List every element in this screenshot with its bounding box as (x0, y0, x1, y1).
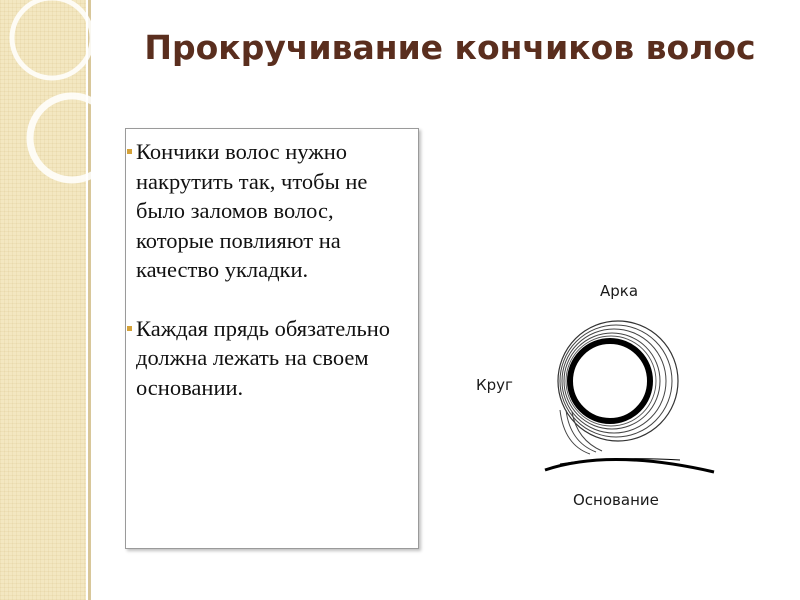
bullet-text: Кончики волос нужно накрутить так, чтобы не было заломов волос, которые повлияют на качество укладки. (136, 139, 368, 282)
decorative-rings (0, 0, 120, 200)
arc-label: Арка (600, 282, 639, 300)
slide-title: Прокручивание кончиков волос (144, 28, 756, 67)
circle-label: Круг (476, 376, 513, 394)
bullet-item (126, 137, 408, 285)
bullet-marker-icon (127, 149, 132, 154)
curl-diagram (440, 270, 730, 520)
hair-curl-icon (558, 321, 678, 454)
bullet-marker-icon (127, 326, 132, 331)
base-label: Основание (573, 491, 659, 509)
bullet-text: Каждая прядь обязательно должна лежать на своем основании. (136, 315, 391, 400)
base-line (545, 459, 714, 472)
deco-ring-bottom (30, 96, 114, 180)
deco-ring-top (12, 0, 92, 78)
text-box (125, 128, 419, 549)
bullet-item (126, 314, 408, 403)
